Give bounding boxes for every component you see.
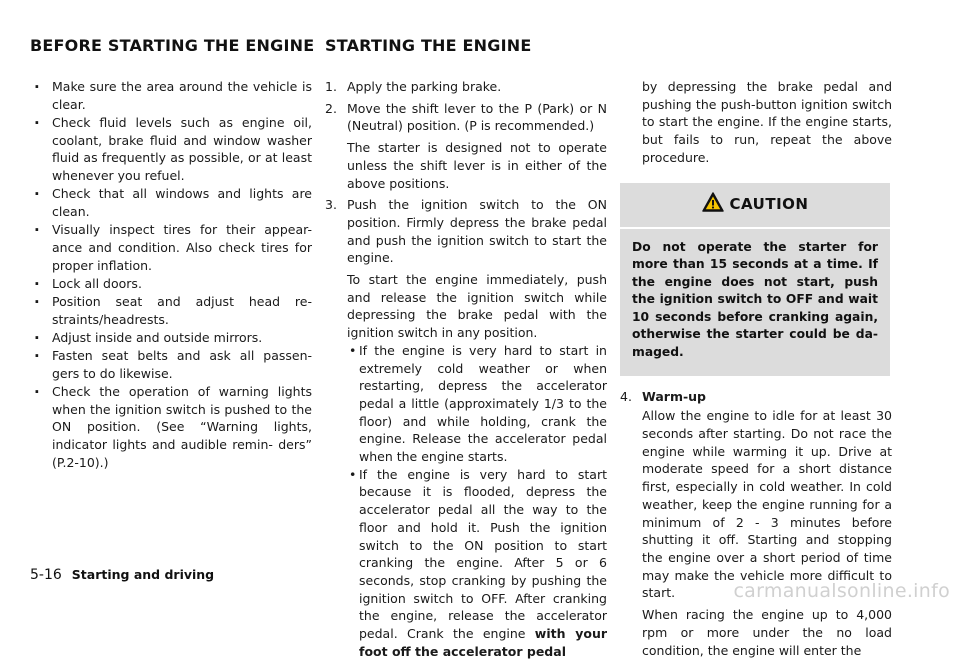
- step-note: The starter is designed not to operate unless the shift lever is in either of the above positions.: [347, 140, 607, 191]
- sub-text: If the engine is very hard to start because it is flooded, depress the accelerator pedal all the way to the floor and hold it. Push the ignition switch to the ON position to start cranking the engine. After 5 or 6 seconds, stop cranking by pushing the ignition switch to OFF. After cranking the engine, release the accelerator pedal. Crank the engine: [359, 466, 607, 642]
- list-item: . Position seat and adjust head re- straints/headrests.: [30, 293, 312, 328]
- sub-list-item: [325, 466, 607, 661]
- list-item: . Make sure the area around the vehicle is clear.: [30, 78, 312, 113]
- step-text: Move the shift lever to the P (Park) or N (Neutral) position. (P is recommended.): [347, 100, 607, 134]
- caution-box: [620, 183, 890, 376]
- list-item: . Check the operation of warning lights when the ignition switch is pushed to the ON position. (See “Warning lights, indicator lights and audible remin- ders” (P.2-10).): [30, 383, 312, 472]
- watermark: carmanualsonline.info: [733, 580, 950, 602]
- step-2: [325, 100, 607, 135]
- list-item: . Adjust inside and outside mirrors.: [30, 329, 312, 347]
- list-item: . Lock all doors.: [30, 275, 312, 293]
- before-starting-list: [30, 78, 312, 472]
- step-number: 3.: [325, 197, 337, 213]
- warmup-paragraph: When racing the engine up to 4,000 rpm or more under the no load condition, the engine will enter the: [642, 607, 892, 658]
- list-item: . Check fluid levels such as engine oil, coolant, brake fluid and window washer fluid as frequently as possible, or at least whenever you refuel.: [30, 114, 312, 185]
- continued-text: by depressing the brake pedal and pushing the push-button ignition switch to start the engine. If the engine starts, but fails to run, repeat the above procedure.: [642, 79, 892, 165]
- step-text: Push the ignition switch to the ON position. Firmly depress the brake pedal and push the ignition switch to start the engine.: [347, 197, 607, 266]
- list-item: . Visually inspect tires for their appear- ance and condition. Also check tires for proper inflation.: [30, 221, 312, 274]
- caution-divider: [620, 227, 890, 229]
- step-3: [325, 196, 607, 267]
- step-text: Apply the parking brake.: [347, 79, 502, 94]
- step-1: [325, 78, 607, 96]
- section-name: Starting and driving: [71, 567, 215, 582]
- caution-text: Do not operate the starter for more than 15 seconds at a time. If the engine does not start, push the ignition switch to OFF and wait 10 seconds before cranking again, otherwise the starter could be da- maged.: [632, 239, 878, 360]
- list-item: . Fasten seat belts and ask all passen- gers to do likewise.: [30, 347, 312, 382]
- caution-label: CAUTION: [729, 194, 809, 213]
- sub-list-item: • If the engine is very hard to start in extremely cold weather or when restarting, depress the accelerator pedal a little (approximately 1/3 to the floor) and while holding, crank the engine. Release the accelerator pedal when the engine starts.: [325, 342, 607, 466]
- step-4: [620, 388, 892, 406]
- step-number: 4.: [620, 388, 632, 404]
- page-footer: [30, 567, 214, 583]
- page-number: 5-16: [30, 567, 62, 583]
- heading-before-starting: BEFORE STARTING THE ENGINE: [30, 36, 315, 55]
- warning-triangle-icon: [702, 192, 724, 217]
- warmup-paragraph: Allow the engine to idle for at least 30 seconds after starting. Do not race the engine while warming it up. Drive at moderate speed for a short distance first, especially in cold weather. In cold weather, keep the engine running for a minimum of 2 - 3 minutes before shutting it off. Starting and stopping the engine over a short period of time may make the vehicle more difficult to start.: [642, 408, 892, 601]
- heading-starting-engine: STARTING THE ENGINE: [325, 36, 532, 55]
- step-note: To start the engine immediately, push and release the ignition switch while depressing the brake pedal with the ignition switch in any position.: [347, 272, 607, 341]
- list-item: . Check that all windows and lights are clean.: [30, 185, 312, 220]
- caution-header: [632, 183, 878, 227]
- right-column: [620, 78, 892, 659]
- step-number: 1.: [325, 79, 337, 94]
- step-number: 2.: [325, 100, 337, 116]
- step-title: Warm-up: [642, 388, 707, 404]
- sub-text-bold: with your foot off the accelerator pedal: [359, 626, 608, 659]
- starting-steps: [325, 78, 607, 661]
